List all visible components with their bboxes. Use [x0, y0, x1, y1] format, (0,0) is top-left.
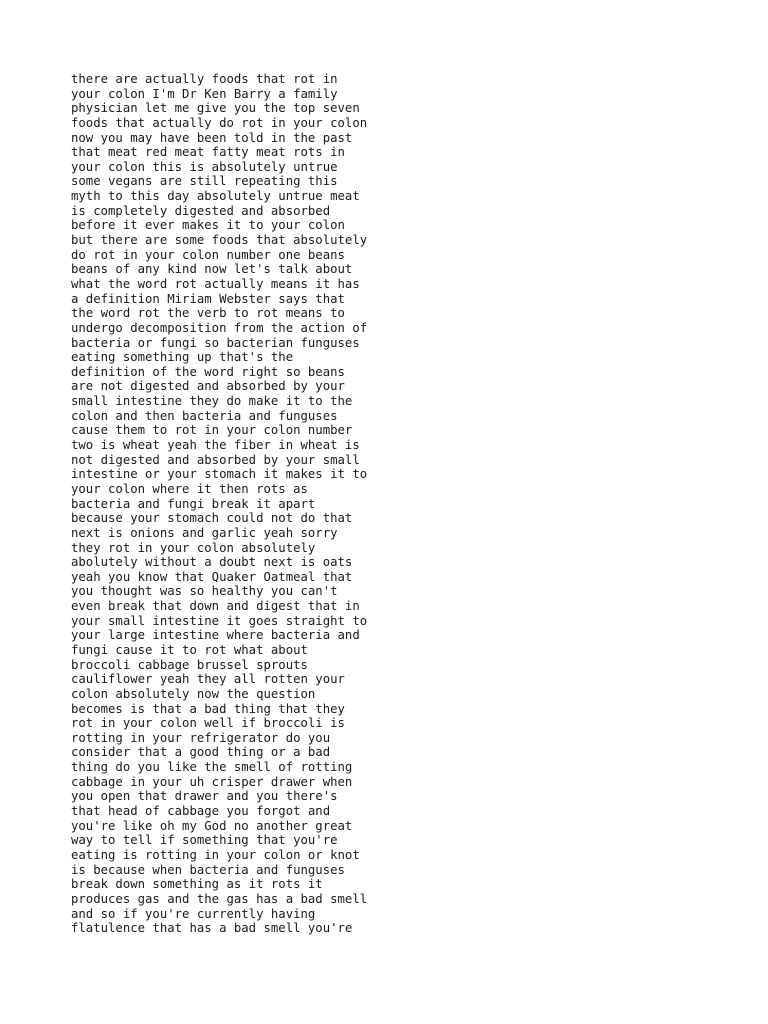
transcript-line: bacteria and fungi break it apart	[71, 496, 316, 511]
transcript-line: way to tell if something that you're	[71, 833, 338, 848]
transcript-line: cause them to rot in your colon number	[71, 423, 353, 438]
transcript-line: cauliflower yeah they all rotten your	[71, 672, 345, 687]
transcript-line: is completely digested and absorbed	[71, 203, 331, 218]
transcript-line: definition of the word right so beans	[71, 364, 345, 379]
transcript-line: a definition Miriam Webster says that	[71, 291, 345, 306]
transcript-line: foods that actually do rot in your colon	[71, 115, 368, 130]
transcript-line: abolutely without a doubt next is oats	[71, 555, 353, 570]
transcript-line: beans of any kind now let's talk about	[71, 262, 353, 277]
transcript-line: small intestine they do make it to the	[71, 394, 353, 409]
transcript-line: because your stomach could not do that	[71, 511, 353, 526]
transcript-line: fungi cause it to rot what about	[71, 642, 308, 657]
transcript-line: yeah you know that Quaker Oatmeal that	[71, 569, 353, 584]
transcript-line: there are actually foods that rot in	[71, 72, 338, 86]
transcript-line: your large intestine where bacteria and	[71, 628, 360, 643]
transcript-line: you're like oh my God no another great	[71, 818, 353, 833]
transcript-line: do rot in your colon number one beans	[71, 247, 345, 262]
transcript-line: your colon I'm Dr Ken Barry a family	[71, 86, 338, 101]
transcript-line: the word rot the verb to rot means to	[71, 306, 345, 321]
transcript-line: colon absolutely now the question	[71, 686, 316, 701]
transcript-line: break down something as it rots it	[71, 877, 323, 892]
transcript-line: rot in your colon well if broccoli is	[71, 716, 345, 731]
transcript-line: intestine or your stomach it makes it to	[71, 467, 368, 482]
transcript-line: consider that a good thing or a bad	[71, 745, 331, 760]
transcript-line: what the word rot actually means it has	[71, 276, 360, 291]
transcript-line: that meat red meat fatty meat rots in	[71, 145, 345, 160]
transcript-line: cabbage in your uh crisper drawer when	[71, 774, 353, 789]
transcript-line: next is onions and garlic yeah sorry	[71, 525, 338, 540]
transcript-line: they rot in your colon absolutely	[71, 540, 316, 555]
transcript-line: before it ever makes it to your colon	[71, 218, 345, 233]
transcript-text	[71, 72, 367, 936]
transcript-line: becomes is that a bad thing that they	[71, 701, 345, 716]
transcript-line: your colon this is absolutely untrue	[71, 159, 338, 174]
transcript-line: physician let me give you the top seven	[71, 101, 360, 116]
transcript-line: eating is rotting in your colon or knot	[71, 847, 360, 862]
transcript-line: undergo decomposition from the action of	[71, 320, 368, 335]
transcript-line: is because when bacteria and funguses	[71, 862, 345, 877]
transcript-line: some vegans are still repeating this	[71, 174, 338, 189]
transcript-line: thing do you like the smell of rotting	[71, 760, 353, 775]
transcript-line: but there are some foods that absolutely	[71, 233, 368, 248]
transcript-line: two is wheat yeah the fiber in wheat is	[71, 438, 360, 453]
transcript-line: produces gas and the gas has a bad smell	[71, 891, 368, 906]
transcript-line: myth to this day absolutely untrue meat	[71, 189, 360, 204]
transcript-line: are not digested and absorbed by your	[71, 379, 345, 394]
transcript-line: your colon where it then rots as	[71, 481, 308, 496]
transcript-line: flatulence that has a bad smell you're	[71, 921, 353, 936]
transcript-line: even break that down and digest that in	[71, 599, 360, 614]
transcript-line: and so if you're currently having	[71, 906, 316, 921]
transcript-line: not digested and absorbed by your small	[71, 452, 360, 467]
transcript-line: broccoli cabbage brussel sprouts	[71, 657, 308, 672]
transcript-line: that head of cabbage you forgot and	[71, 804, 331, 819]
transcript-line: rotting in your refrigerator do you	[71, 730, 331, 745]
transcript-line: now you may have been told in the past	[71, 130, 353, 145]
transcript-line: you open that drawer and you there's	[71, 789, 338, 804]
transcript-line: eating something up that's the	[71, 350, 294, 365]
transcript-line: you thought was so healthy you can't	[71, 584, 338, 599]
transcript-line: colon and then bacteria and funguses	[71, 408, 338, 423]
transcript-line: bacteria or fungi so bacterian funguses	[71, 335, 360, 350]
transcript-line: your small intestine it goes straight to	[71, 613, 368, 628]
